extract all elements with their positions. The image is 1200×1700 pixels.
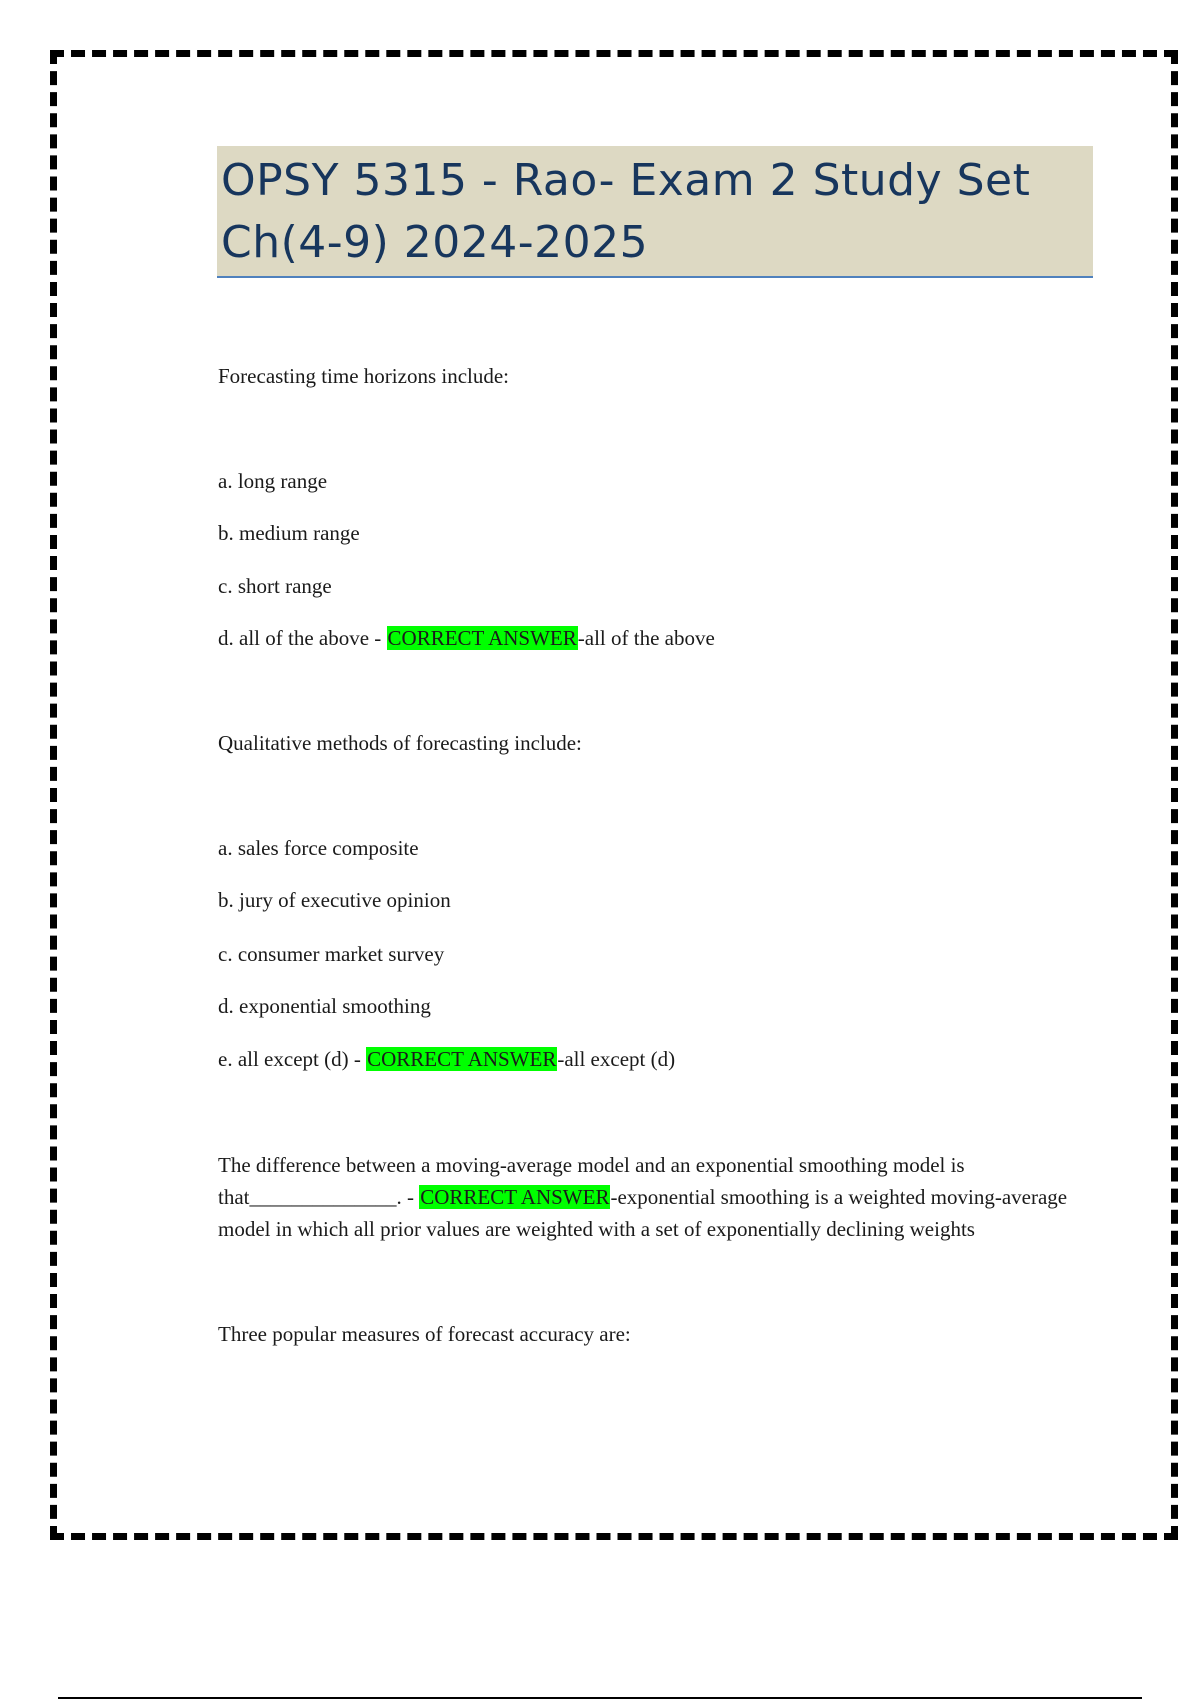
- correct-answer-highlight: CORRECT ANSWER: [420, 1185, 610, 1209]
- question-3-text-line-2: [218, 1183, 1067, 1211]
- question-3-blank: that______________. -: [218, 1185, 420, 1209]
- question-3-answer-part-1: -exponential smoothing is a weighted moving-average: [610, 1185, 1068, 1209]
- question-1-option-c: c. short range: [218, 574, 332, 598]
- title-line-1: OPSY 5315 - Rao- Exam 2 Study Set: [221, 155, 1031, 206]
- footer-divider: [58, 1697, 1142, 1699]
- question-1-option-a: a. long range: [218, 469, 328, 493]
- correct-answer-highlight: CORRECT ANSWER: [387, 626, 577, 650]
- question-2-option-e: [218, 1045, 675, 1073]
- question-1-option-b: b. medium range: [218, 521, 360, 545]
- question-3-answer-part-2: model in which all prior values are weighted with a set of exponentially declining weights: [218, 1217, 975, 1241]
- question-2-option-a: a. sales force composite: [218, 836, 419, 860]
- correct-answer-highlight: CORRECT ANSWER: [367, 1047, 557, 1071]
- question-1-answer: -all of the above: [577, 626, 715, 650]
- question-3-text-line-1: The difference between a moving-average model and an exponential smoothing model is: [218, 1153, 965, 1177]
- title-banner: [217, 146, 1093, 278]
- question-2-option-d: d. exponential smoothing: [218, 994, 431, 1018]
- question-2-answer: -all except (d): [557, 1047, 676, 1071]
- document-title: [221, 146, 1089, 274]
- question-2-last-option: e. all except (d) -: [218, 1047, 367, 1071]
- question-1-text: Forecasting time horizons include:: [218, 364, 510, 388]
- question-2-text: Qualitative methods of forecasting include:: [218, 731, 582, 755]
- question-2-option-b: b. jury of executive opinion: [218, 888, 451, 912]
- title-line-2: Ch(4-9) 2024-2025: [221, 217, 649, 268]
- question-1-last-option: d. all of the above -: [218, 626, 387, 650]
- question-4-text: Three popular measures of forecast accuracy are:: [218, 1322, 631, 1346]
- question-1-option-d: [218, 624, 715, 652]
- question-2-option-c: c. consumer market survey: [218, 942, 445, 966]
